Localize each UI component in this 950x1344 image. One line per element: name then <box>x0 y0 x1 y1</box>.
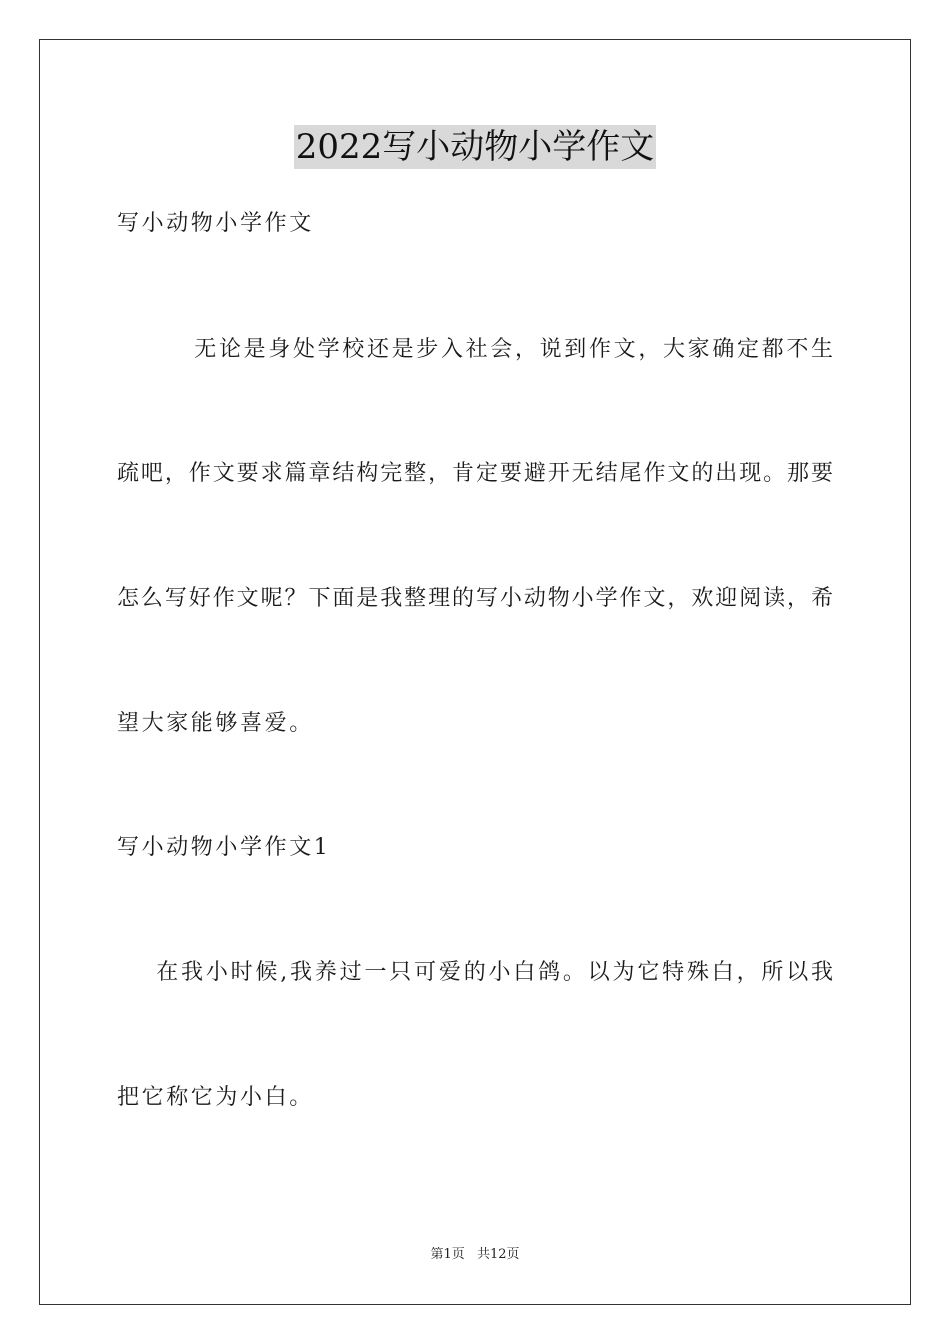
paragraph-line: 怎么写好作文呢？下面是我整理的写小动物小学作文，欢迎阅读，希 <box>117 586 833 611</box>
page-number: 第1页 <box>430 1247 465 1262</box>
document-title: 2022写小动物小学作文 <box>295 127 655 167</box>
title-container <box>0 125 950 169</box>
section-heading: 写小动物小学作文1 <box>117 835 331 860</box>
paragraph-line: 望大家能够喜爱。 <box>117 711 314 736</box>
subtitle-line: 写小动物小学作文 <box>117 211 314 236</box>
paragraph-line: 疏吧，作文要求篇章结构完整，肯定要避开无结尾作文的出现。那要 <box>117 461 833 486</box>
paragraph-line: 在我小时候,我养过一只可爱的小白鸽。以为它特殊白，所以我 <box>117 960 833 985</box>
paragraph-line: 把它称它为小白。 <box>117 1085 314 1110</box>
page-total: 共12页 <box>476 1247 520 1262</box>
paragraph-line: 无论是身处学校还是步入社会，说到作文，大家确定都不生 <box>117 337 833 362</box>
page-footer <box>0 1246 950 1264</box>
